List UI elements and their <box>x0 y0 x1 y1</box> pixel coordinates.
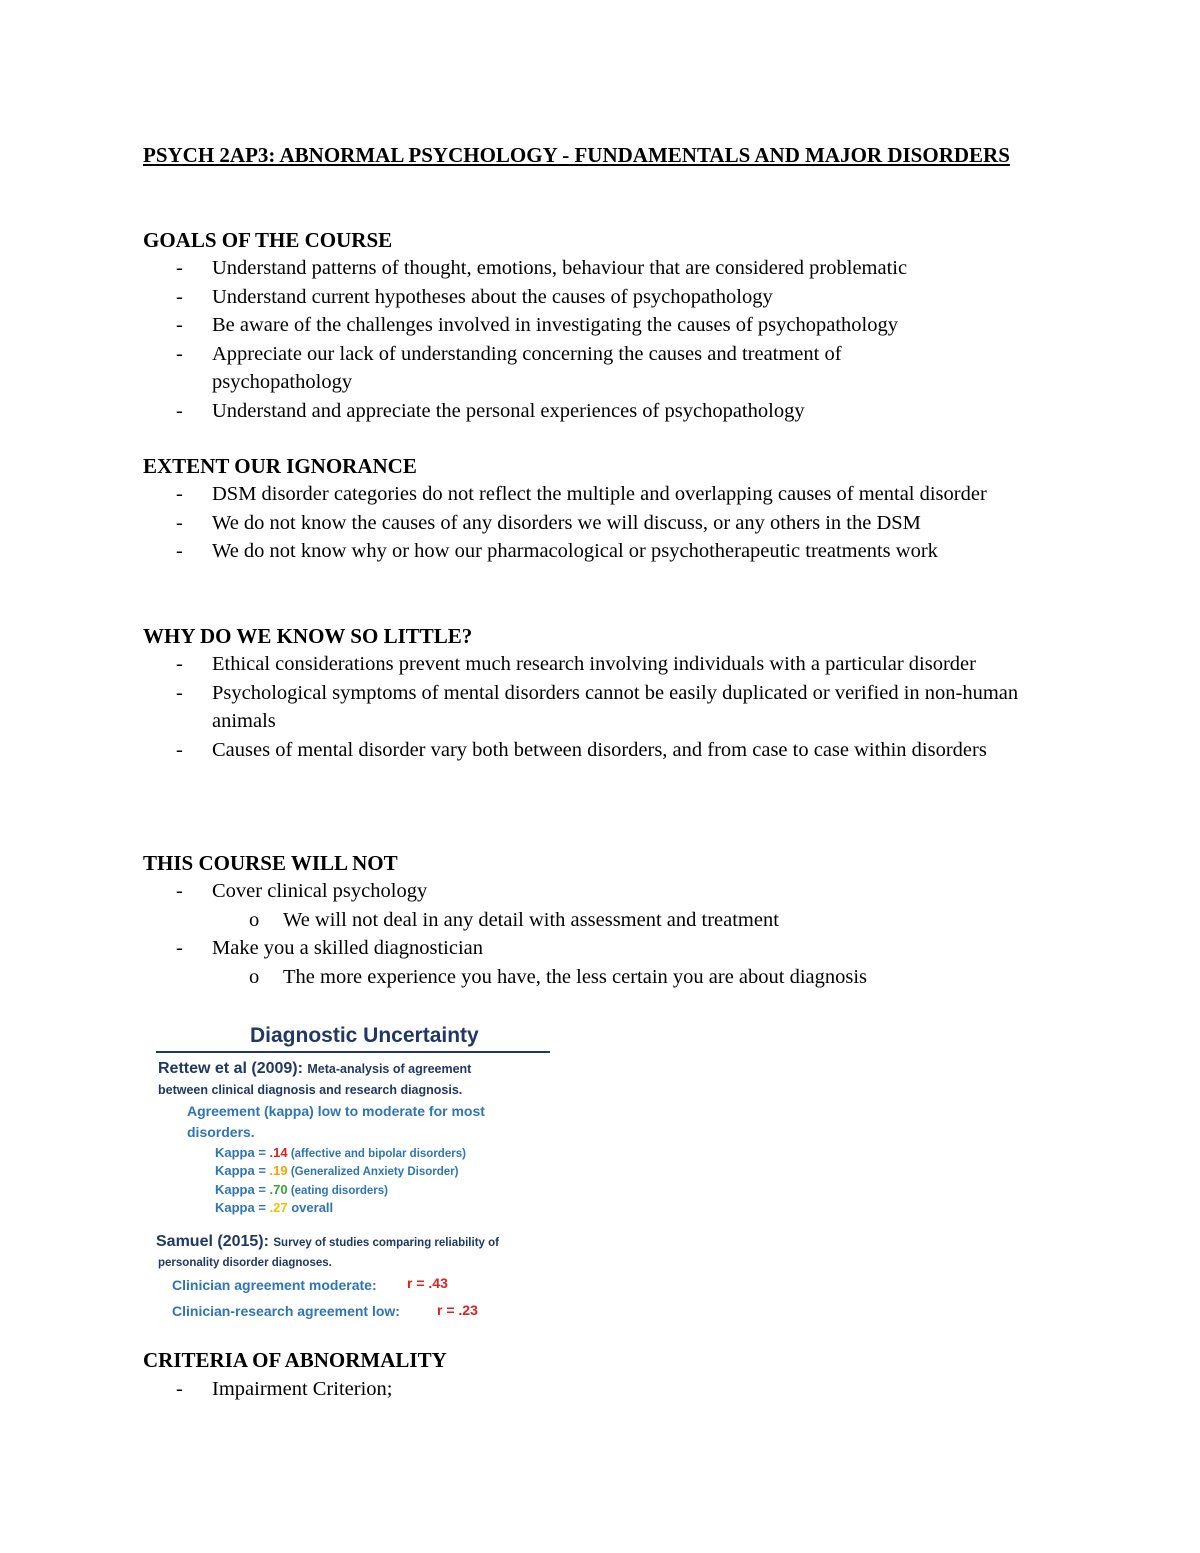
kappa-row: Kappa = .27 overall <box>215 1200 334 1215</box>
dash-bullet: - <box>176 314 183 336</box>
list-item: - Make you a skilled diagnostician o The more experience you have, the less certain you are about diagnosis <box>143 934 1103 991</box>
criteria-list <box>143 1375 1103 1404</box>
kappa-value: .27 <box>269 1200 288 1215</box>
section-heading-course-will-not: THIS COURSE WILL NOT <box>143 851 398 875</box>
dash-bullet: - <box>176 738 183 761</box>
dash-bullet: - <box>176 653 183 675</box>
list-item: - Understand patterns of thought, emotions, behaviour that are considered problematic <box>143 254 1103 283</box>
list-item: - Be aware of the challenges involved in investigating the causes of psychopathology <box>143 311 1103 340</box>
list-item: - DSM disorder categories do not reflect the multiple and overlapping causes of mental disorder <box>143 480 1103 509</box>
dash-bullet: - <box>176 285 183 308</box>
list-item: - Understand and appreciate the personal experiences of psychopathology <box>143 397 1103 426</box>
clinician-agreement-label: Clinician agreement moderate: <box>172 1277 377 1293</box>
section-heading-criteria: CRITERIA OF ABNORMALITY <box>143 1348 447 1372</box>
samuel-line-1 <box>156 1233 499 1251</box>
rettew-desc: Meta-analysis of agreement <box>307 1062 472 1076</box>
dash-bullet: - <box>176 937 183 959</box>
sub-list <box>212 906 1103 935</box>
dash-bullet: - <box>176 880 183 902</box>
clinician-research-agreement-value: r = .23 <box>437 1302 478 1318</box>
kappa-row: Kappa = .14 (affective and bipolar disorders) <box>215 1145 466 1160</box>
rettew-line-1 <box>158 1060 471 1078</box>
sub-list-item: o We will not deal in any detail with assessment and treatment <box>212 906 1103 935</box>
rettew-desc-line-2: between clinical diagnosis and research diagnosis. <box>158 1083 463 1097</box>
samuel-desc: Survey of studies comparing reliability of <box>273 1237 499 1249</box>
course-will-not-list <box>143 877 1103 991</box>
rettew-agreement-line-1: Agreement (kappa) low to moderate for most <box>187 1103 485 1119</box>
dash-bullet: - <box>176 511 183 534</box>
extent-list <box>143 480 1103 566</box>
kappa-row: Kappa = .19 (Generalized Anxiety Disorder) <box>215 1163 459 1178</box>
list-item: - We do not know the causes of any disorders we will discuss, or any others in the DSM <box>143 509 1103 538</box>
list-item: - Understand current hypotheses about the causes of psychopathology <box>143 283 1103 312</box>
dash-bullet: - <box>176 399 183 422</box>
dash-bullet: - <box>176 540 183 562</box>
sub-list-item: o The more experience you have, the less certain you are about diagnosis <box>212 963 1103 992</box>
rettew-label: Rettew et al (2009): <box>158 1060 303 1077</box>
goals-list <box>143 254 1103 425</box>
section-heading-extent: EXTENT OUR IGNORANCE <box>143 454 417 478</box>
section-heading-why: WHY DO WE KNOW SO LITTLE? <box>143 624 473 648</box>
sub-list <box>212 963 1103 992</box>
diagnostic-uncertainty-slide <box>150 1020 560 1325</box>
kappa-value: .14 <box>269 1145 288 1160</box>
clinician-research-agreement-label: Clinician-research agreement low: <box>172 1303 400 1319</box>
kappa-value: .19 <box>269 1163 288 1178</box>
list-item: - Appreciate our lack of understanding concerning the causes and treatment of psychopathology <box>143 340 1103 397</box>
samuel-desc-line-2: personality disorder diagnoses. <box>158 1257 332 1269</box>
samuel-label: Samuel (2015): <box>156 1233 269 1250</box>
list-item: - We do not know why or how our pharmacological or psychotherapeutic treatments work <box>143 537 1103 566</box>
section-heading-goals: GOALS OF THE COURSE <box>143 228 393 252</box>
dash-bullet: - <box>176 342 183 365</box>
circle-bullet: o <box>249 965 260 988</box>
rettew-agreement-line-2: disorders. <box>187 1124 255 1140</box>
list-item: - Impairment Criterion; <box>143 1375 1103 1404</box>
slide-title: Diagnostic Uncertainty <box>250 1024 479 1047</box>
dash-bullet: - <box>176 681 183 704</box>
dash-bullet: - <box>176 257 183 279</box>
list-item: - Psychological symptoms of mental disorders cannot be easily duplicated or verified in non-human animals <box>143 679 1103 736</box>
kappa-value: .70 <box>269 1182 288 1197</box>
list-item: - Cover clinical psychology o We will not deal in any detail with assessment and treatment <box>143 877 1103 934</box>
dash-bullet: - <box>176 1378 183 1400</box>
list-item: - Causes of mental disorder vary both between disorders, and from case to case within disorders <box>143 736 1103 765</box>
document-title: PSYCH 2AP3: ABNORMAL PSYCHOLOGY - FUNDAMENTALS AND MAJOR DISORDERS <box>143 143 1010 167</box>
clinician-agreement-value: r = .43 <box>407 1275 448 1291</box>
kappa-row: Kappa = .70 (eating disorders) <box>215 1182 388 1197</box>
dash-bullet: - <box>176 483 183 505</box>
circle-bullet: o <box>249 908 260 931</box>
slide-divider <box>156 1051 550 1053</box>
why-list <box>143 650 1103 764</box>
list-item: - Ethical considerations prevent much research involving individuals with a particular disorder <box>143 650 1103 679</box>
